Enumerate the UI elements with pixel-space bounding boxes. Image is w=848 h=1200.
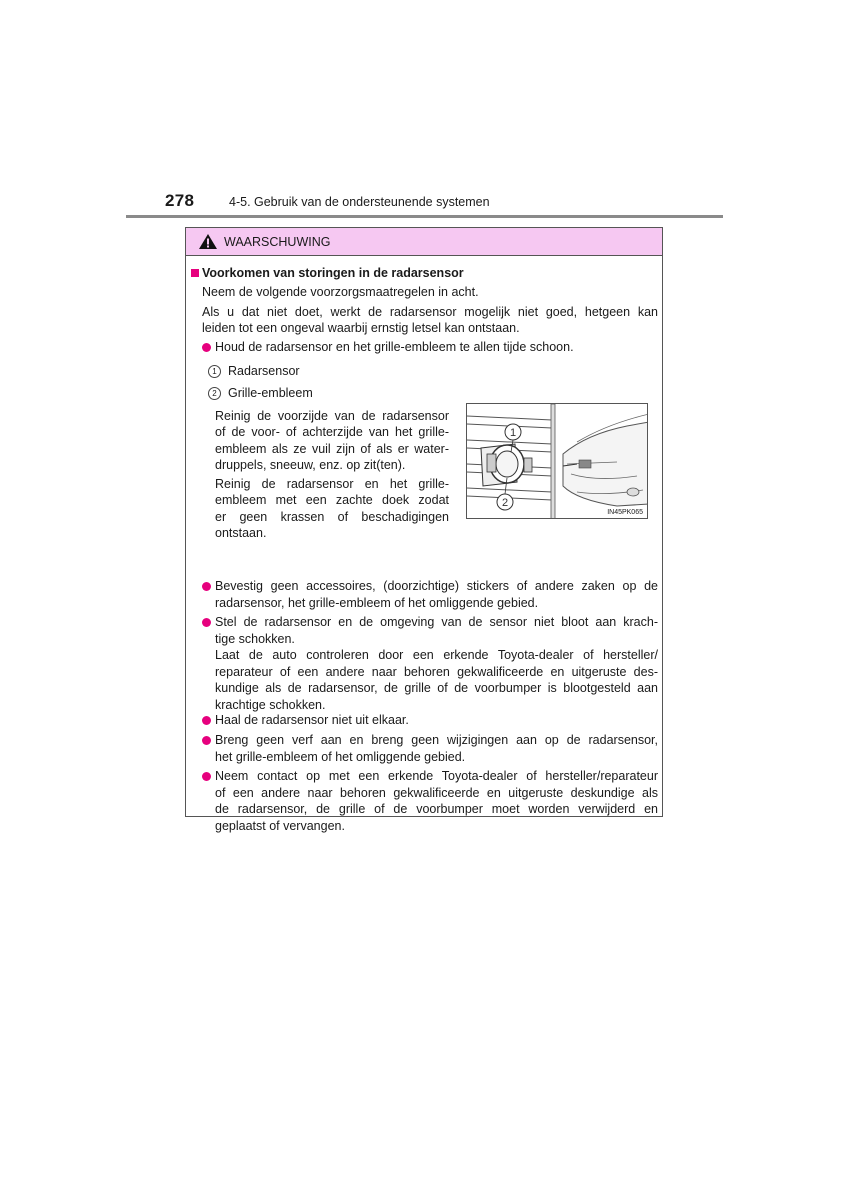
bullet-keep-clean xyxy=(202,339,658,356)
intro-consequence-2: leiden tot een ongeval waarbij ernstig letsel kan ontstaan. xyxy=(202,321,520,335)
heading-text: Voorkomen van storingen in de radarsensor xyxy=(202,266,464,280)
text-line: kundige als de radarsensor, de grille of de voorbumper is blootgesteld aan xyxy=(215,681,658,695)
clean-instruction-1 xyxy=(215,408,449,474)
figure-code: IN45PK065 xyxy=(607,509,643,516)
text-line: er geen krassen of beschadigingen xyxy=(215,509,449,524)
text-line: geplaatst of vervangen. xyxy=(215,818,345,833)
text-line: de radarsensor, de grille of de voorbumper moet worden verwijderd en xyxy=(215,802,658,816)
text-line: Reinig de radarsensor en het grille- xyxy=(215,477,449,491)
text-line: Laat de auto controleren door een erkende Toyota-dealer of hersteller/ xyxy=(215,648,658,662)
text-line: krachtige schokken. xyxy=(215,697,326,712)
bullet-shocks xyxy=(202,614,658,713)
intro-consequence-1: Als u dat niet doet, werkt de radarsensor mogelijk niet goed, hetgeen kan xyxy=(202,305,658,319)
text-line: reparateur of een andere naar behoren gekwalificeerde en uitgeruste des- xyxy=(215,664,658,679)
warning-header xyxy=(186,228,662,256)
text-line: Stel de radarsensor en de omgeving van de sensor niet bloot aan krach- xyxy=(215,615,658,629)
bullet-dot xyxy=(202,736,211,745)
text-line: tige schokken. xyxy=(215,631,295,646)
section-title: 4-5. Gebruik van de ondersteunende systemen xyxy=(229,195,490,209)
bullet-accessories xyxy=(202,578,658,611)
bullet-text: Houd de radarsensor en het grille-embleem te allen tijde schoon. xyxy=(215,340,574,354)
page-number: 278 xyxy=(165,191,195,210)
circled-number: 1 xyxy=(208,365,221,378)
section-heading xyxy=(191,266,464,280)
text-line: of de voor- of achterzijde van het grille- xyxy=(215,425,449,440)
bullet-text: Haal de radarsensor niet uit elkaar. xyxy=(215,713,409,727)
svg-text:1: 1 xyxy=(509,427,517,439)
bullet-text xyxy=(202,768,658,834)
bullet-dot xyxy=(202,343,211,352)
bullet-paint xyxy=(202,732,658,765)
text-line: embleem als ze vuil zijn of als er water- xyxy=(215,441,449,456)
radar-sensor-figure xyxy=(466,403,648,519)
legend-item-2 xyxy=(208,386,313,400)
text-line: Bevestig geen accessoires, (doorzichtige) stickers of andere zaken op de xyxy=(215,579,658,593)
warning-title: WAARSCHUWING xyxy=(224,234,331,249)
text-line: embleem met een zachte doek zodat xyxy=(215,493,449,508)
text-line: radarsensor, het grille-embleem of het omliggende gebied. xyxy=(215,595,539,610)
text-line: Breng geen verf aan en breng geen wijzigingen aan op de radarsensor, xyxy=(215,733,658,747)
bullet-text xyxy=(202,578,658,611)
bullet-contact-dealer xyxy=(202,768,658,834)
header-rule xyxy=(126,215,723,218)
svg-text:2: 2 xyxy=(501,497,509,509)
radar-sensor-illustration xyxy=(467,404,648,519)
bullet-disassemble xyxy=(202,712,658,729)
bullet-dot xyxy=(202,618,211,627)
bullet-dot xyxy=(202,716,211,725)
heading-square-icon xyxy=(191,269,199,277)
warning-triangle-icon xyxy=(198,233,218,250)
warning-box xyxy=(185,227,663,833)
bullet-text xyxy=(202,732,658,765)
text-line: Reinig de voorzijde van de radarsensor xyxy=(215,409,449,423)
bullet-dot xyxy=(202,772,211,781)
legend-item-1 xyxy=(208,364,300,378)
text-line: het grille-embleem of het omliggende gebied. xyxy=(215,749,466,764)
text-line: druppels, sneeuw, enz. op zit(ten). xyxy=(215,458,406,473)
bullet-text xyxy=(202,614,658,713)
legend-label: Radarsensor xyxy=(228,364,300,378)
clean-instruction-2 xyxy=(215,476,449,542)
intro-line: Neem de volgende voorzorgsmaatregelen in acht. xyxy=(202,285,479,299)
circled-number: 2 xyxy=(208,387,221,400)
bullet-dot xyxy=(202,582,211,591)
text-line: Neem contact op met een erkende Toyota-dealer of hersteller/reparateur xyxy=(215,769,658,783)
legend-label: Grille-embleem xyxy=(228,386,313,400)
text-line: ontstaan. xyxy=(215,526,267,541)
text-line: of een andere naar behoren gekwalificeerde en uitgeruste deskundige als xyxy=(215,785,658,800)
